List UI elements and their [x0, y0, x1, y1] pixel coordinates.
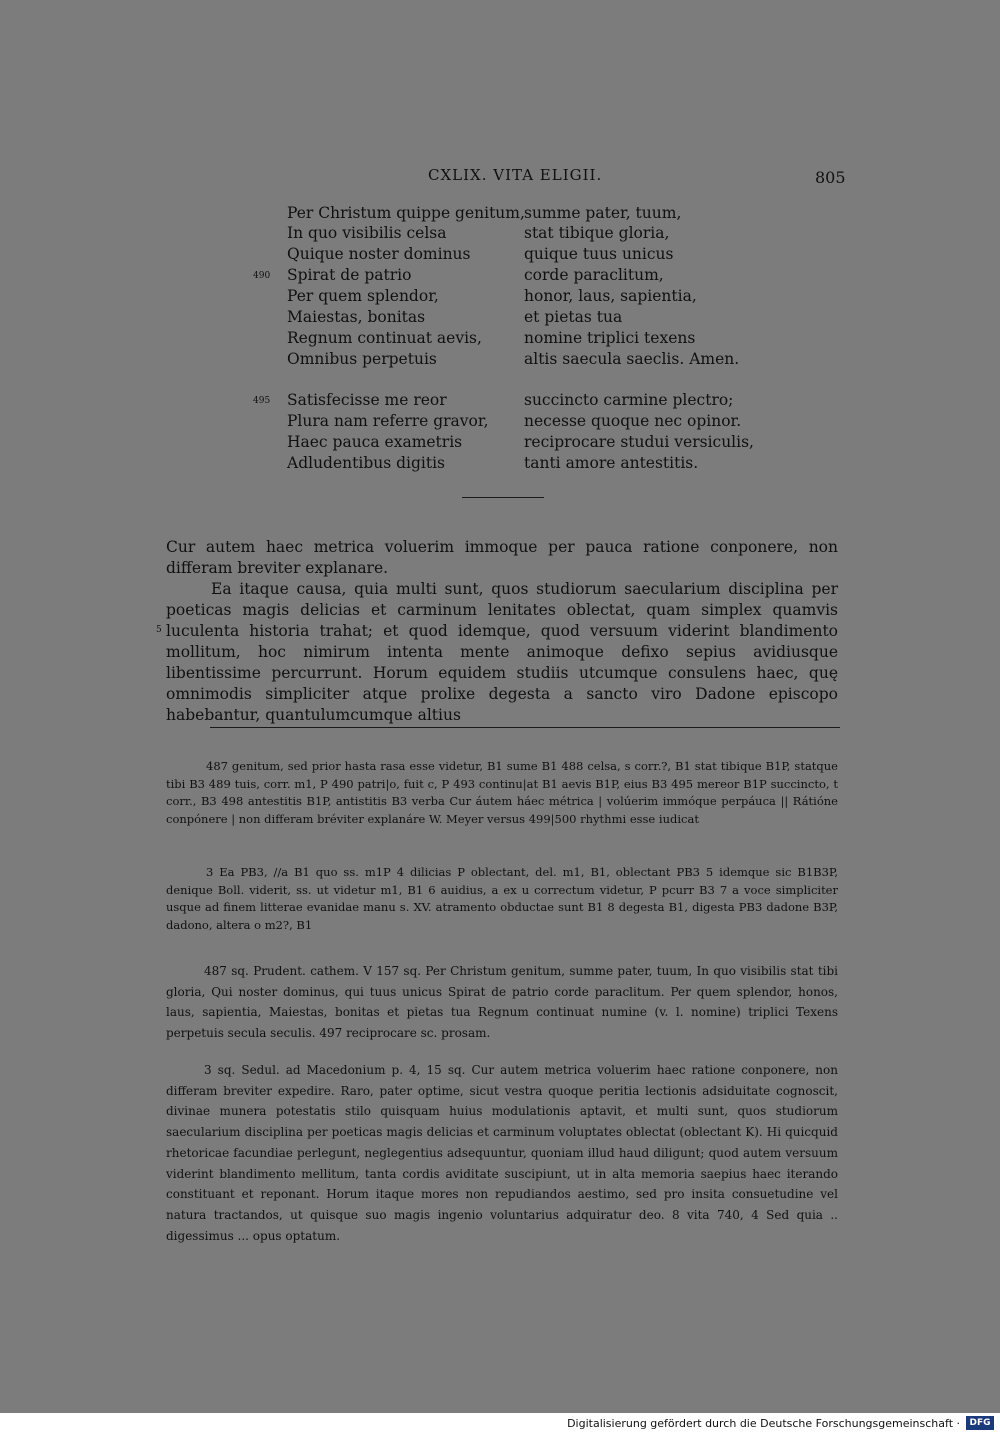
- verse-second-half: honor, laus, sapientia,: [524, 287, 697, 305]
- apparatus-rule: [210, 727, 840, 728]
- verse-second-half: reciprocare studui versiculis,: [524, 433, 754, 451]
- verse-first-half: Quique noster dominus: [287, 245, 471, 263]
- verse-second-half: quique tuus unicus: [524, 245, 674, 263]
- verse-line: [0, 433, 1000, 454]
- verse-line: [0, 412, 1000, 433]
- apparatus-note: 3 Ea PB3, //a B1 quo ss. m1P 4 dilicias P oblectant, del. m1, B1, oblectant PB3 5 idemque sic B1B3P, denique Boll. viderit, ss. ut videtur m1, B1 6 auidius, a ex u correctum videtur, P pcurr B3 7 a voce simpliciter usque ad finem litterae evanidae manu s. XV. atramento obductae sunt B1 8 degesta B1, digesta PB3 dadone B3P, dadono, altera o m2?, B1: [166, 865, 838, 932]
- critical-apparatus-prose: [166, 864, 838, 934]
- prose-paragraph: Ea itaque causa, quia multi sunt, quos studiorum saecularium disciplina per poeticas magis delicias et carminum lenitates oblectat, quam simplex quamvis luculenta historia trahat; et quod idemque, quod versuum viderint blandimento mollitum, hoc nimirum intenta mente animoque defixo sepius avidiusque libentissime percurrunt. Horum equidem studiis utcumque consulens haec, quę omnimodis simpliciter atque prolixe degesta a sancto viro Dadone episcopo habebantur, quantulumcumque altius: [166, 580, 838, 724]
- digitization-footer: [0, 1413, 1000, 1434]
- verse-second-half: tanti amore antestitis.: [524, 454, 699, 472]
- verse-first-half: Satisfecisse me reor: [287, 391, 447, 409]
- verse-second-half: corde paraclitum,: [524, 266, 664, 284]
- verse-first-half: Omnibus perpetuis: [287, 350, 437, 368]
- verse-number: 495: [253, 396, 271, 406]
- verse-first-half: Per quem splendor,: [287, 287, 439, 305]
- verse-second-half: nomine triplici texens: [524, 329, 696, 347]
- verse-line: [0, 350, 1000, 371]
- verse-first-half: Regnum continuat aevis,: [287, 329, 482, 347]
- source-apparatus: [166, 961, 838, 1044]
- verse-first-half: Haec pauca exametris: [287, 433, 463, 451]
- source-apparatus: [166, 1060, 838, 1246]
- verse-first-half: In quo visibilis celsa: [287, 224, 447, 242]
- verse-first-half: Per Christum quippe genitum,: [287, 204, 525, 222]
- verse-line: [0, 391, 1000, 412]
- apparatus-note: 487 genitum, sed prior hasta rasa esse videtur, B1 sume B1 488 celsa, s corr.?, B1 stat tibique B1P, statque tibi B3 489 tuis, corr. m1, P 490 patri|o, fuit c, P 493 continu|at B1 aevis B1P, eius B3 495 mereor B1P succincto, t corr., B3 498 antestitis B1P, antistitis B3 verba Cur áutem háec métrica | volúerim immóque perpáuca || Rátióne conpónere | non differam bréviter explanáre W. Meyer versus 499|500 rhythmi esse iudicat: [166, 759, 838, 826]
- verse-first-half: Plura nam referre gravor,: [287, 412, 489, 430]
- verse-second-half: stat tibique gloria,: [524, 224, 670, 242]
- verse-number: 490: [253, 271, 271, 281]
- verse-line: [0, 204, 1000, 225]
- prose-paragraph: Cur autem haec metrica voluerim immoque per pauca ratione conponere, non differam breviter explanare.: [166, 538, 838, 577]
- verse-line: [0, 287, 1000, 308]
- line-number: 5: [156, 625, 162, 635]
- verse-second-half: altis saecula saeclis. Amen.: [524, 350, 740, 368]
- verse-line: [0, 266, 1000, 287]
- verse-line: [0, 245, 1000, 266]
- verse-second-half: summe pater, tuum,: [524, 204, 682, 222]
- verse-second-half: necesse quoque nec opinor.: [524, 412, 742, 430]
- verse-line: [0, 329, 1000, 350]
- verse-first-half: Maiestas, bonitas: [287, 308, 426, 326]
- dfg-logo: DFG: [966, 1416, 994, 1430]
- source-note: 3 sq. Sedul. ad Macedonium p. 4, 15 sq. Cur autem metrica voluerim haec ratione conponere, non differam breviter expedire. Raro, pater optime, sicut vestra quoque peritia lectionis adsiduitate cognoscit, divinae munera potestatis stilo quisquam huius modulationis aptavit, et multi sunt, quos studiorum saecularium disciplina per poeticas magis delicias et carminum voluptates oblectat (oblectant K). Hi quicquid rhetoricae facundiae perlegunt, neglegentius adsequuntur, quoniam illud haud diligunt; quod autem versuum viderint blandimento mellitum, tanta cordis aviditate suscipiunt, ut in alta memoria saepius haec iterando constituant et reponant. Horum itaque mores non repudiandos aestimo, sed pro insita consuetudine vel natura tractandos, ut quisque suo magis ingenio voluntarius adquiratur deo. 8 vita 740, 4 Sed quia .. digessimus ... opus optatum.: [166, 1063, 838, 1243]
- page-number: 805: [815, 168, 846, 187]
- verse-second-half: succincto carmine plectro;: [524, 391, 734, 409]
- verse-line: [0, 308, 1000, 329]
- running-head: CXLIX. VITA ELIGII.: [428, 166, 603, 184]
- verse-second-half: et pietas tua: [524, 308, 623, 326]
- verse-first-half: Spirat de patrio: [287, 266, 412, 284]
- source-note: 487 sq. Prudent. cathem. V 157 sq. Per Christum genitum, summe pater, tuum, In quo visibilis stat tibi gloria, Qui noster dominus, qui tuus unicus Spirat de patrio corde paraclitum. Per quem splendor, honos, laus, sapientia, Maiestas, bonitas et pietas tua Regnum continuat numine (v. l. nomine) triplici Texens perpetuis secula seculis. 497 reciprocare sc. prosam.: [166, 964, 838, 1041]
- critical-apparatus-verse: [166, 758, 838, 828]
- footer-text: Digitalisierung gefördert durch die Deutsche Forschungsgemeinschaft ·: [567, 1417, 960, 1430]
- section-divider: [462, 497, 544, 498]
- verse-first-half: Adludentibus digitis: [287, 454, 446, 472]
- prose-text: [166, 537, 838, 726]
- verse-line: [0, 224, 1000, 245]
- verse-line: [0, 454, 1000, 475]
